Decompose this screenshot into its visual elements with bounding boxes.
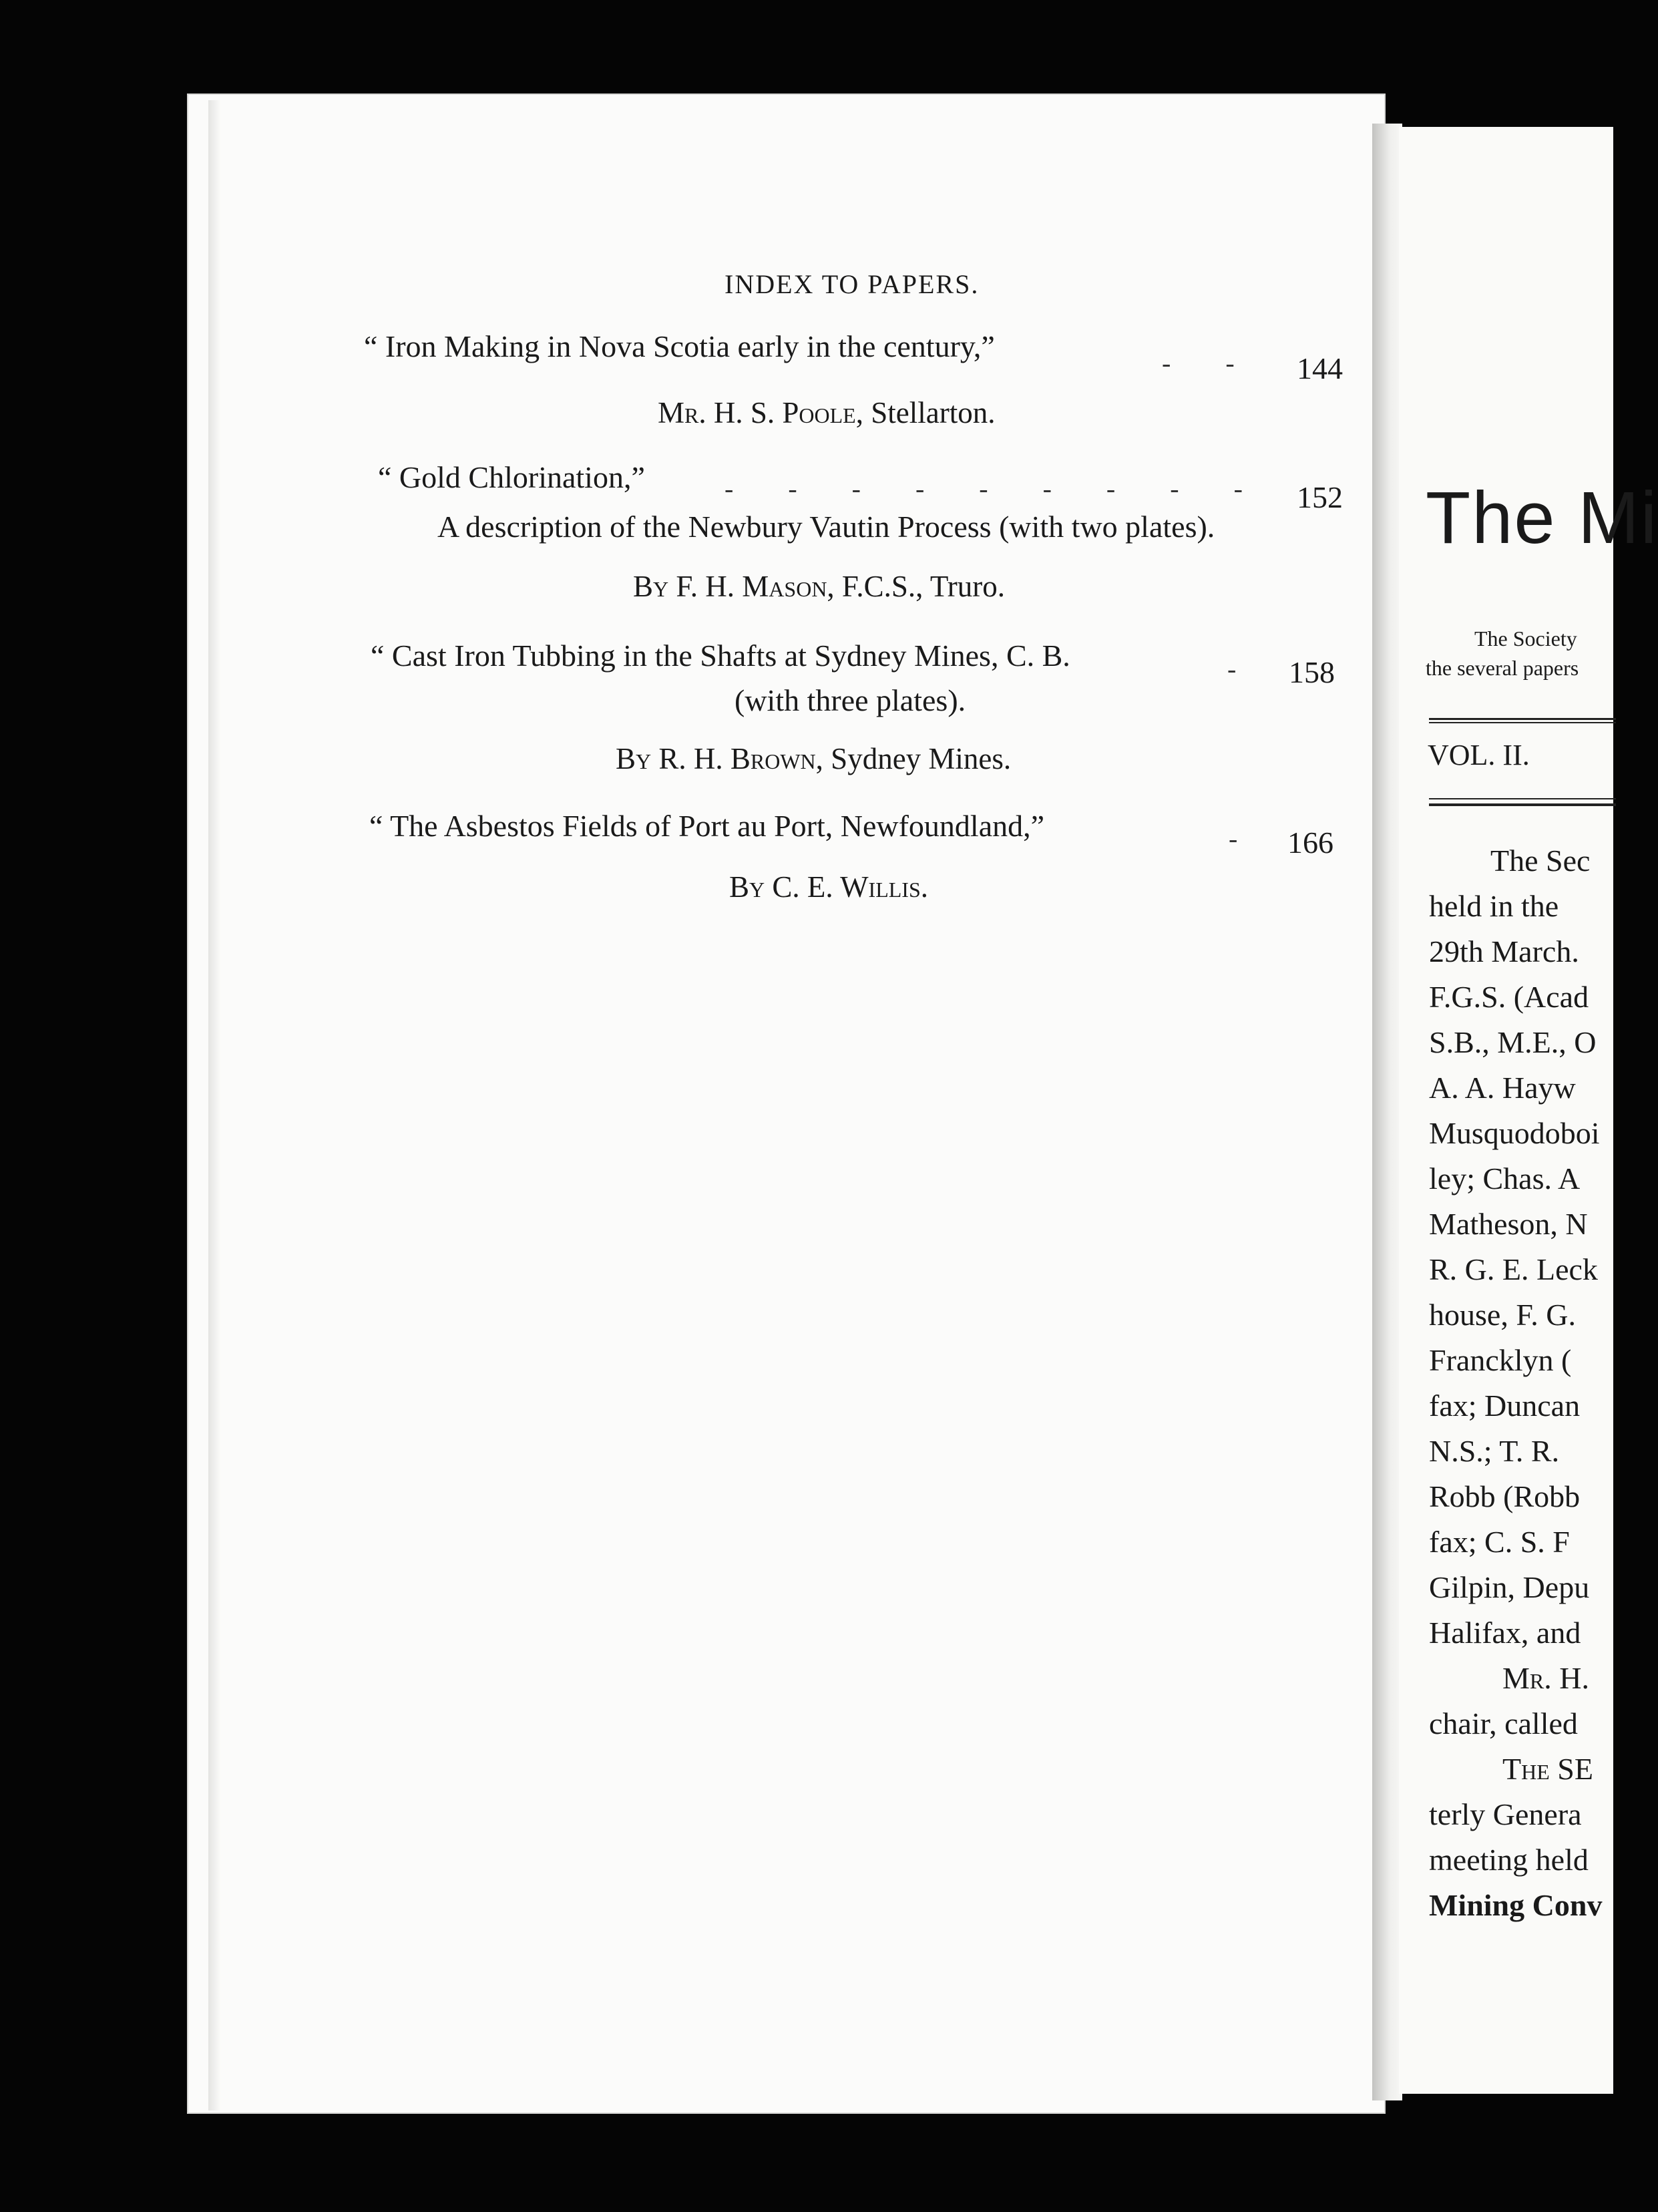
- entry-2-author: [633, 569, 1005, 604]
- author-prefix: By: [729, 870, 765, 904]
- entry-3-title: “ Cast Iron Tubbing in the Shafts at Sydney Mines, C. B.: [371, 638, 1070, 673]
- author-name: R. H. Brown,: [658, 742, 823, 775]
- book-gutter: [1372, 124, 1402, 2100]
- author-place: Truro.: [929, 570, 1005, 603]
- entry-1-leaders: - -: [1162, 348, 1259, 378]
- right-line-21: The SE: [1502, 1752, 1593, 1786]
- author-prefix: Mr.: [658, 396, 706, 429]
- entry-2-leaders: - - - - - - - - -: [724, 474, 1267, 504]
- right-page-title: The Mi: [1426, 477, 1658, 559]
- right-page-volume: VOL. II.: [1428, 739, 1530, 771]
- right-line-10: R. G. E. Leck: [1429, 1252, 1598, 1286]
- author-name: F. H. Mason, F.C.S.,: [676, 570, 923, 603]
- right-line-9: Matheson, N: [1429, 1207, 1588, 1241]
- entry-1-page: 144: [1297, 351, 1343, 385]
- entry-4-leaders: -: [1229, 823, 1262, 854]
- right-line-5: S.B., M.E., O: [1429, 1025, 1597, 1059]
- right-line-3: 29th March.: [1429, 934, 1579, 968]
- right-line-4: F.G.S. (Acad: [1429, 980, 1589, 1014]
- right-line-12: Francklyn (: [1429, 1343, 1572, 1377]
- index-title: INDEX TO PAPERS.: [724, 269, 980, 299]
- page-edge: [208, 100, 220, 2110]
- author-prefix: By: [633, 570, 669, 603]
- author-name: C. E. Willis.: [772, 870, 928, 904]
- rule: [1429, 718, 1616, 720]
- rule: [1429, 803, 1616, 806]
- right-line-8: ley; Chas. A: [1429, 1161, 1581, 1195]
- author-name: H. S. Poole,: [713, 396, 863, 429]
- entry-3-author: [616, 741, 1011, 776]
- entry-4-author: [729, 870, 928, 904]
- right-line-17: Gilpin, Depu: [1429, 1570, 1590, 1604]
- right-line-2: held in the: [1429, 889, 1559, 923]
- right-line-11: house, F. G.: [1429, 1298, 1576, 1332]
- right-line-24: Mining Conv: [1429, 1888, 1603, 1922]
- entry-1-author: [658, 395, 995, 430]
- right-line-14: N.S.; T. R.: [1429, 1434, 1560, 1468]
- right-line-18: Halifax, and: [1429, 1616, 1581, 1650]
- rule: [1429, 722, 1616, 723]
- entry-3-subtitle: (with three plates).: [735, 683, 966, 717]
- right-line-13: fax; Duncan: [1429, 1389, 1581, 1423]
- entry-4-title: “ The Asbestos Fields of Port au Port, Newfoundland,”: [369, 809, 1045, 843]
- entry-2-title: “ Gold Chlorination,”: [378, 460, 645, 494]
- right-line-20: chair, called: [1429, 1706, 1578, 1740]
- right-line-15: Robb (Robb: [1429, 1479, 1581, 1513]
- author-prefix: By: [616, 742, 652, 775]
- right-line-7: Musquodoboi: [1429, 1116, 1600, 1150]
- entry-2-subtitle: A description of the Newbury Vautin Process (with two plates).: [437, 510, 1215, 544]
- right-line-19: Mr. H.: [1502, 1661, 1589, 1695]
- right-line-1: The Sec: [1490, 844, 1591, 878]
- entry-3-page: 158: [1289, 655, 1335, 689]
- entry-2-page: 152: [1297, 480, 1343, 514]
- right-line-23: meeting held: [1429, 1843, 1589, 1877]
- right-line-6: A. A. Hayw: [1429, 1071, 1576, 1105]
- rule: [1429, 798, 1616, 799]
- author-place: Sydney Mines.: [831, 742, 1012, 775]
- entry-4-page: 166: [1287, 825, 1333, 860]
- right-line-22: terly Genera: [1429, 1797, 1582, 1831]
- entry-1-title: “ Iron Making in Nova Scotia early in the century,”: [364, 329, 995, 363]
- right-page-note-1: The Society: [1474, 626, 1577, 651]
- right-page-note-2: the several papers: [1426, 656, 1579, 680]
- entry-3-leaders: -: [1227, 654, 1261, 684]
- right-line-16: fax; C. S. F: [1429, 1525, 1570, 1559]
- author-place: Stellarton.: [871, 396, 996, 429]
